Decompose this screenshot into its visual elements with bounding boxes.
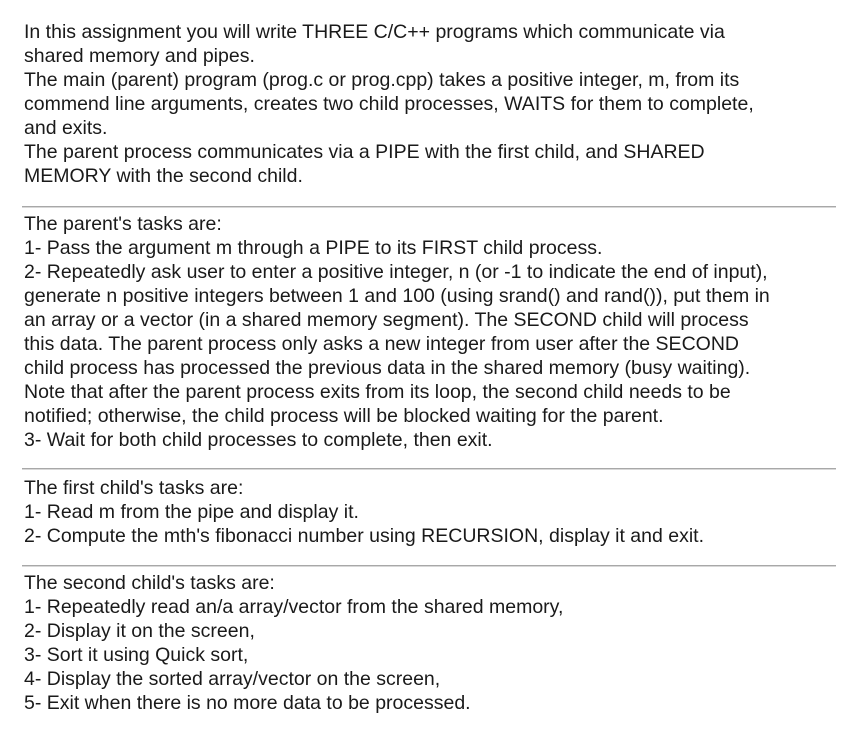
parent-task-line: child process has processed the previous data in the shared memory (busy waiting).	[24, 357, 751, 379]
section-divider	[22, 206, 836, 208]
parent-tasks-heading: The parent's tasks are:	[24, 213, 222, 235]
intro-line: The main (parent) program (prog.c or prog.cpp) takes a positive integer, m, from its	[24, 69, 740, 91]
second-child-task-line: 2- Display it on the screen,	[24, 620, 255, 642]
intro-line: and exits.	[24, 117, 108, 139]
section-divider	[22, 468, 836, 470]
second-child-task-line: 5- Exit when there is no more data to be processed.	[24, 692, 471, 714]
parent-task-line: an array or a vector (in a shared memory segment). The SECOND child will process	[24, 309, 749, 331]
second-child-tasks-heading: The second child's tasks are:	[24, 572, 275, 594]
first-child-task-line: 1- Read m from the pipe and display it.	[24, 501, 359, 523]
parent-task-line: this data. The parent process only asks a new integer from user after the SECOND	[24, 333, 739, 355]
first-child-task-line: 2- Compute the mth's fibonacci number using RECURSION, display it and exit.	[24, 525, 705, 547]
first-child-tasks-section	[24, 476, 844, 548]
intro-line: commend line arguments, creates two child processes, WAITS for them to complete,	[24, 93, 754, 115]
parent-tasks-section	[24, 212, 844, 452]
intro-line: The parent process communicates via a PIPE with the first child, and SHARED	[24, 141, 705, 163]
intro-line: In this assignment you will write THREE C/C++ programs which communicate via	[24, 21, 725, 43]
parent-task-line: 1- Pass the argument m through a PIPE to its FIRST child process.	[24, 237, 603, 259]
parent-task-line: Note that after the parent process exits from its loop, the second child needs to be	[24, 381, 731, 403]
parent-task-line: notified; otherwise, the child process will be blocked waiting for the parent.	[24, 405, 664, 427]
second-child-task-line: 4- Display the sorted array/vector on the screen,	[24, 668, 441, 690]
parent-task-line: generate n positive integers between 1 and 100 (using srand() and rand()), put them in	[24, 285, 770, 307]
first-child-tasks-heading: The first child's tasks are:	[24, 477, 244, 499]
intro-paragraph	[24, 20, 844, 188]
intro-line: MEMORY with the second child.	[24, 165, 303, 187]
second-child-task-line: 3- Sort it using Quick sort,	[24, 644, 249, 666]
intro-line: shared memory and pipes.	[24, 45, 255, 67]
parent-task-line: 2- Repeatedly ask user to enter a positive integer, n (or -1 to indicate the end of input),	[24, 261, 768, 283]
parent-task-line: 3- Wait for both child processes to complete, then exit.	[24, 429, 493, 451]
section-divider	[22, 565, 836, 567]
second-child-tasks-section	[24, 571, 844, 715]
second-child-task-line: 1- Repeatedly read an/a array/vector from the shared memory,	[24, 596, 564, 618]
